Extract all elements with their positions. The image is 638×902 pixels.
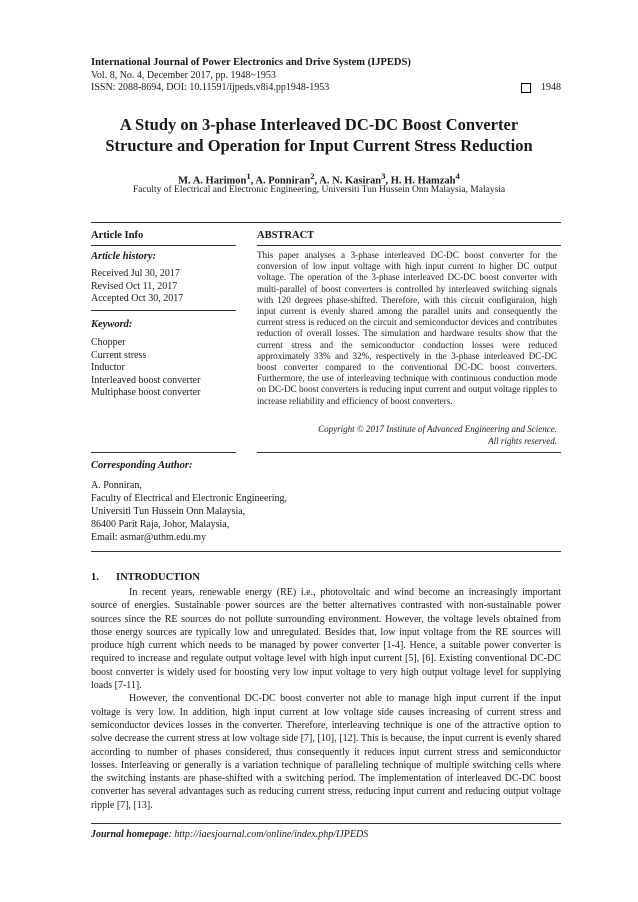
author-4-sup: 4 — [455, 171, 460, 181]
corresponding-line: A. Ponniran, — [91, 480, 142, 491]
author-2: A. Ponniran — [255, 175, 311, 187]
history-list — [91, 268, 183, 306]
author-1-sup: 1 — [246, 171, 251, 181]
volume-line: Vol. 8, No. 4, December 2017, pp. 1948~1953 — [91, 69, 276, 81]
history-accepted: Accepted Oct 30, 2017 — [91, 293, 184, 304]
copyright — [257, 424, 557, 447]
keyword-item: Current stress — [91, 349, 147, 361]
copyright-line-1: Copyright © 2017 Institute of Advanced Engineering and Science. — [318, 424, 557, 434]
author-3-sup: 3 — [381, 171, 386, 181]
section-number: 1. — [91, 572, 99, 583]
info-rule-2 — [91, 310, 236, 311]
author-3: A. N. Kasiran — [319, 175, 382, 187]
author-1: M. A. Harimon — [178, 175, 247, 187]
issn-line: ISSN: 2088-8694, DOI: 10.11591/ijpeds.v8i4.pp1948-1953 — [91, 82, 330, 93]
footer-rule — [91, 823, 561, 824]
affiliation: Faculty of Electrical and Electronic Engineering, Universiti Tun Hussein Onn Malaysia, Malaysia — [132, 185, 506, 195]
abstract-rule-2 — [257, 452, 561, 453]
checkbox-icon — [521, 83, 531, 93]
title-line-2: Structure and Operation for Input Current Stress Reduction — [105, 136, 533, 155]
corresponding-label: Corresponding Author: — [91, 460, 193, 471]
author-2-sup: 2 — [310, 171, 315, 181]
history-received: Received Jul 30, 2017 — [91, 268, 180, 279]
keyword-list — [91, 337, 200, 400]
copyright-line-2: All rights reserved. — [488, 435, 557, 446]
issn-row — [91, 82, 561, 95]
article-info-heading: Article Info — [91, 230, 144, 241]
section-rule-bottom — [91, 551, 561, 552]
introduction-body — [91, 586, 561, 812]
keyword-item: Interleaved boost converter — [91, 374, 201, 386]
homepage-label: Journal homepage — [91, 829, 169, 840]
title-line-1: A Study on 3-phase Interleaved DC-DC Boost Converter — [119, 115, 519, 134]
journal-header — [91, 57, 561, 95]
paper-title — [60, 114, 578, 156]
abstract-text: This paper analyses a 3-phase interleaved DC-DC boost converter for the conversion of low input voltage with high input current to higher DC output voltage. The operation of the 3-phase interleaved DC-DC boost converter with multi-parallel of boost converters is controlled by interleaved switching signals with 120 degrees phase-shifted. Therefore, with this circuit configuraion, high input current is evenly shared among the parallel units and consequently the current stress is reduced on the circuit and semiconductor devices and contributes reduction of overall losses. The simulation and hardware results show that the current stress and the semiconductor conduction losses were reduced approximately 33% and 32%, respectively in the 3-phase interleaved DC-DC boost converter compared to the conventional DC-DC boost converters. Furthermore, the use of interleaving technique with continuous conduction mode on DC-DC boost converters is reducing input current and output voltage ripples to increase reliability and efficiency of boost converters. — [257, 250, 557, 406]
abstract-rule-1 — [257, 245, 561, 246]
homepage-url[interactable]: http://iaesjournal.com/online/index.php/IJPEDS — [174, 829, 369, 840]
info-rule-3 — [91, 452, 236, 453]
history-label: Article history: — [91, 251, 157, 262]
paragraph: In recent years, renewable energy (RE) i.e., photovoltaic and wind become an increasingly important source of energies. Sustainable power sources are the better alternatives contrasted with non-sustainable power sources since the RE sources do not pollute surrounding environment. However, the voltage levels obtained from those energy sources are typically low and unregulated. Besides that, low input voltage from the RE sources will produce high current which needs to be managed by power converter [1-4]. Hence, a suitable power converter is required to increase and regulate output voltage level with high input current [5], [6]. Existing conventional DC-DC boost converter is widely used for boosting very low input voltage to very high output voltage level for supplying loads [7-11]. — [91, 587, 561, 692]
corresponding-author-block — [91, 479, 391, 544]
corresponding-line: 86400 Parit Raja, Johor, Malaysia, — [91, 519, 230, 530]
section-title: INTRODUCTION — [116, 572, 201, 583]
author-4: H. H. Hamzah — [390, 175, 456, 187]
history-revised: Revised Oct 11, 2017 — [91, 280, 178, 292]
corresponding-line: Faculty of Electrical and Electronic Engineering, — [91, 493, 288, 504]
introduction-heading — [91, 572, 200, 583]
author-list: M. A. Harimon$^1$, A. Ponniran$^2$, A. N. Kasiran$^3$, H. H. Hamzah$^4$ — [178, 171, 460, 187]
keyword-label: Keyword: — [91, 319, 133, 330]
paragraph: However, the conventional DC-DC boost converter not able to manage high input current if the input voltage is very low. In addition, high input current at low voltage side causes increasing of current stress and semiconductor devices losses in the converter. Therefore, interleaving technique is one of the attractive option to solve decrease the current stress at low voltage side [7], [10], [12]. This is because, the input current is evenly shared according to number of phases considered, thus consequently it reduces input current stress and semiconductor losses. Interleaving or generally is a variation technique of paralleling technique of multiple switching cells where the switching instants are phase-shifted with a switching period. The implementation of interleaved DC-DC boost converter has several advantages such as reducing current stress, reducing input current and reducing output voltage ripple [7], [13]. — [91, 693, 561, 811]
keyword-item: Inductor — [91, 362, 125, 373]
abstract-heading: ABSTRACT — [257, 230, 315, 241]
corresponding-line: Universiti Tun Hussein Onn Malaysia, — [91, 506, 246, 517]
corresponding-email: Email: asmar@uthm.edu.my — [91, 532, 207, 543]
keyword-item: Multiphase boost converter — [91, 387, 201, 398]
section-rule-top — [91, 222, 561, 223]
journal-homepage: Journal homepage: http://iaesjournal.com/online/index.php/IJPEDS — [91, 829, 369, 840]
journal-name: International Journal of Power Electronics and Drive System (IJPEDS) — [91, 57, 411, 68]
info-rule-1 — [91, 245, 236, 246]
keyword-item: Chopper — [91, 337, 126, 348]
page-number: 1948 — [541, 82, 561, 93]
